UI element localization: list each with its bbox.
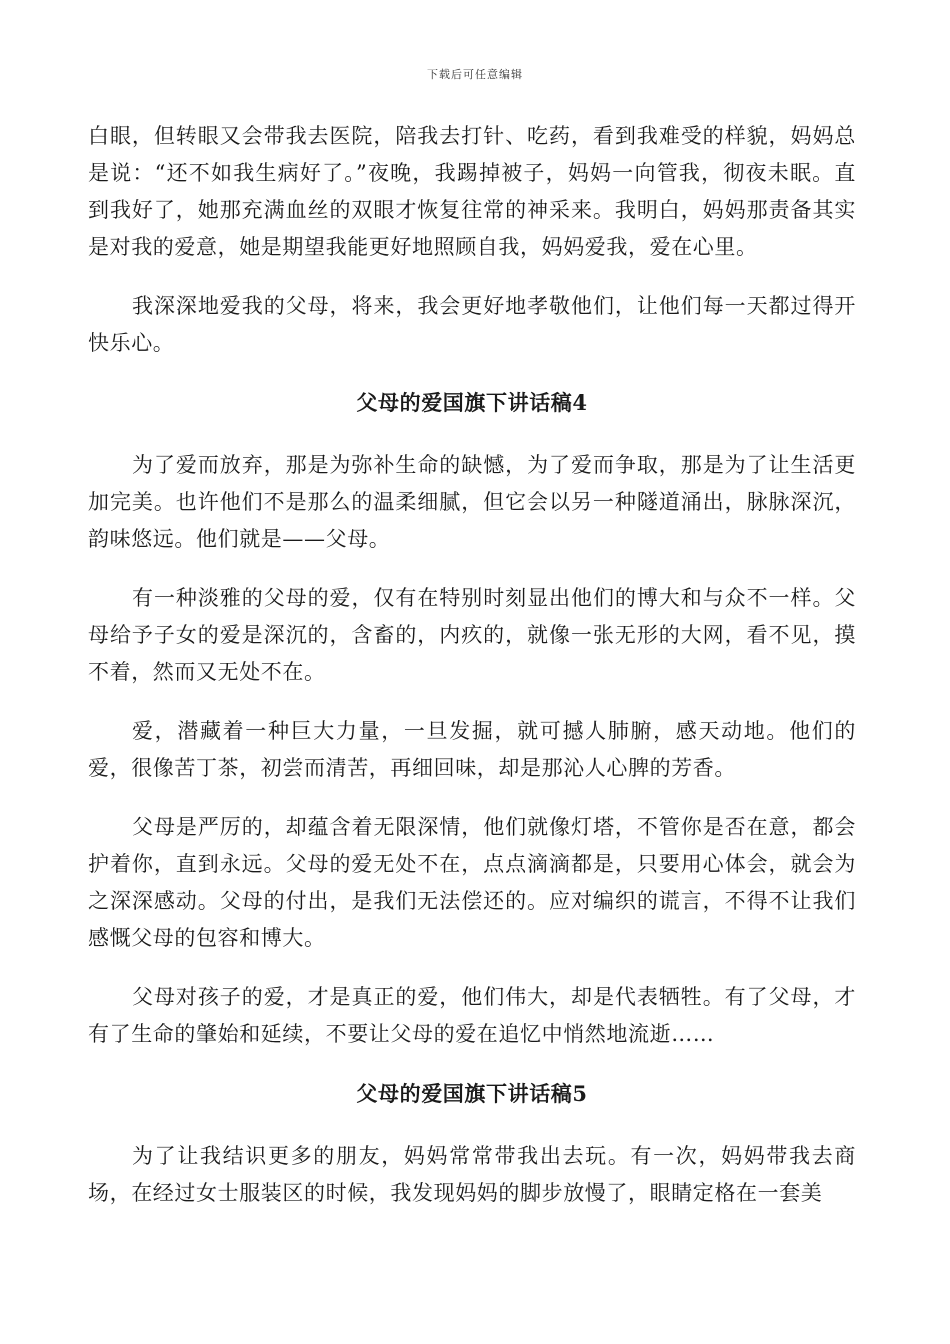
- paragraph: 我深深地爱我的父母，将来，我会更好地孝敬他们，让他们每一天都过得开快乐心。: [88, 294, 856, 355]
- paragraph: 爱，潜藏着一种巨大力量，一旦发掘，就可撼人肺腑，感天动地。他们的爱，很像苦丁茶，初尝而清苦，再细回味，却是那沁人心脾的芳香。: [88, 719, 856, 780]
- paragraph-continued: 白眼，但转眼又会带我去医院，陪我去打针、吃药，看到我难受的样貌，妈妈总是说：“还不如我生病好了。”夜晚，我踢掉被子，妈妈一向管我，彻夜未眠。直到我好了，她那充满血丝的双眼才恢复往常的神采来。我明白，妈妈那责备其实是对我的爱意，她是期望我能更好地照顾自我，妈妈爱我，爱在心里。: [88, 124, 856, 259]
- paragraph: 父母是严厉的，却蕴含着无限深情，他们就像灯塔，不管你是否在意，都会护着你，直到永远。父母的爱无处不在，点点滴滴都是，只要用心体会，就会为之深深感动。父母的付出，是我们无法偿还的。应对编织的谎言，不得不让我们感慨父母的包容和博大。: [88, 815, 856, 950]
- paragraph-truncated: 为了让我结识更多的朋友，妈妈常常带我出去玩。有一次，妈妈带我去商场，在经过女士服装区的时候，我发现妈妈的脚步放慢了，眼睛定格在一套美: [88, 1144, 856, 1205]
- page-header: 下载后可任意编辑: [427, 68, 523, 81]
- section-heading-4: 父母的爱国旗下讲话稿4: [356, 390, 588, 415]
- paragraph: 为了爱而放弃，那是为弥补生命的缺憾，为了爱而争取，那是为了让生活更加完美。也许他们不是那么的温柔细腻，但它会以另一种隧道涌出，脉脉深沉，韵味悠远。他们就是——父母。: [88, 453, 856, 551]
- paragraph: 有一种淡雅的父母的爱，仅有在特别时刻显出他们的博大和与众不一样。父母给予子女的爱是深沉的，含畜的，内疚的，就像一张无形的大网，看不见，摸不着，然而又无处不在。: [88, 586, 856, 684]
- paragraph: 父母对孩子的爱，才是真正的爱，他们伟大，却是代表牺牲。有了父母，才有了生命的肇始和延续，不要让父母的爱在追忆中悄然地流逝……: [88, 985, 856, 1046]
- document-body: [88, 118, 856, 1234]
- section-heading-5: 父母的爱国旗下讲话稿5: [356, 1081, 588, 1106]
